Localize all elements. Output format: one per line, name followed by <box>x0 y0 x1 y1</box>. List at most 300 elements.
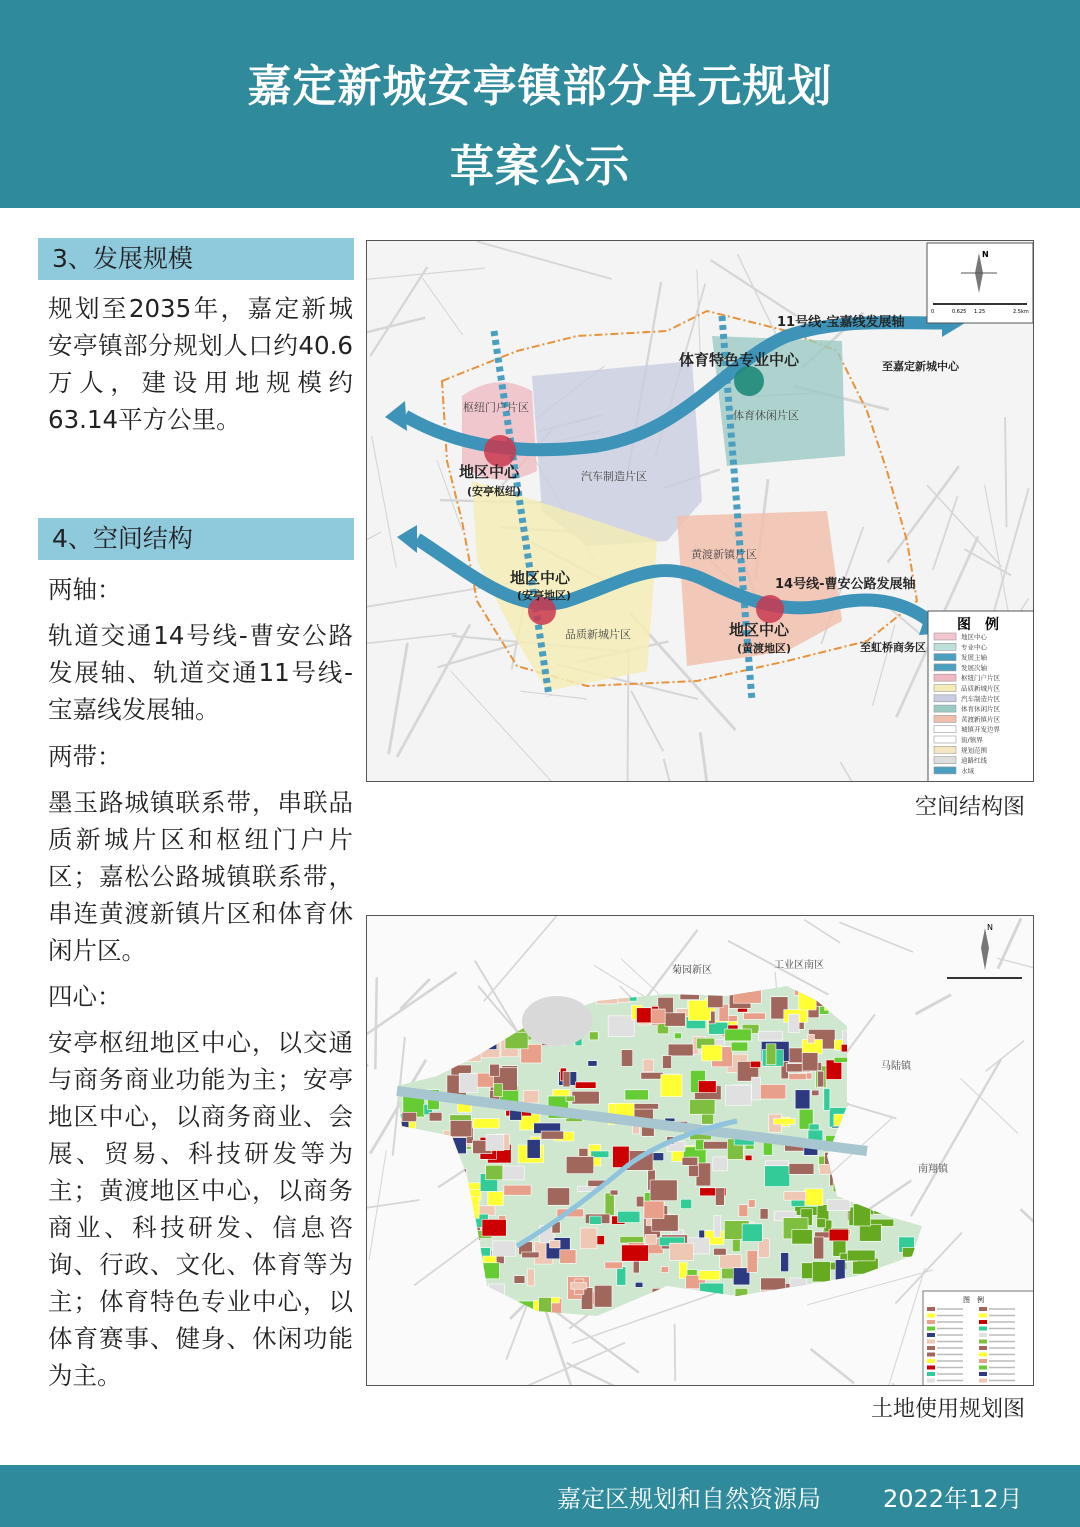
parcel <box>620 1236 644 1243</box>
parcel <box>911 1107 926 1113</box>
parcel <box>848 1073 858 1081</box>
parcel <box>675 1033 682 1039</box>
label-malu: 马陆镇 <box>881 1061 911 1072</box>
road <box>375 977 376 1069</box>
parcel <box>641 1072 664 1079</box>
road <box>1021 1209 1034 1264</box>
parcel <box>750 1061 760 1067</box>
road <box>1005 417 1006 527</box>
parcel <box>848 1059 860 1070</box>
parcel <box>829 1229 849 1241</box>
parcel <box>700 1283 724 1298</box>
parcel <box>538 982 547 996</box>
label-to-hongqiao: 至虹桥商务区 <box>860 641 926 654</box>
section-heading-structure: 4、空间结构 <box>38 518 354 560</box>
parcel <box>790 1278 807 1298</box>
parcel <box>774 1119 795 1125</box>
parcel <box>442 1178 465 1193</box>
parcel <box>841 1173 865 1186</box>
parcel <box>652 1288 675 1295</box>
road <box>986 1041 1025 1072</box>
parcel <box>662 980 683 985</box>
parcel <box>489 1284 505 1302</box>
parcel <box>919 1114 929 1130</box>
legend-swatch <box>979 1307 987 1311</box>
legend-swatch <box>934 643 956 650</box>
parcel <box>912 1070 921 1077</box>
label-sport-center: 体育特色专业中心 <box>679 351 800 369</box>
parcel <box>868 1165 875 1180</box>
parcel <box>449 1138 466 1154</box>
spatial-structure-map <box>366 240 1034 782</box>
land-use-map <box>366 915 1034 1386</box>
parcel <box>610 1190 618 1195</box>
road <box>367 972 457 1071</box>
north-arrow-box <box>927 243 1033 323</box>
legend-item: 黄渡新镇片区 <box>961 715 1000 724</box>
label-hub-center-sub: (安亭枢纽) <box>467 485 522 498</box>
road <box>841 762 910 782</box>
parcel <box>421 1153 445 1163</box>
parcel <box>644 1201 664 1218</box>
legend-item: 地区中心 <box>961 633 987 641</box>
parcel <box>470 1040 488 1051</box>
road <box>631 691 663 751</box>
parcel <box>891 977 904 994</box>
legend-swatch <box>934 695 956 702</box>
road <box>664 759 682 782</box>
parcel <box>812 1262 830 1282</box>
parcel <box>406 1300 420 1309</box>
legend-item: 道路红线 <box>961 756 987 765</box>
parcel <box>847 1165 874 1185</box>
legend-swatch <box>927 1379 935 1383</box>
parcel <box>446 1231 455 1243</box>
parcel <box>847 1250 875 1261</box>
parcel <box>474 1302 489 1314</box>
parcel <box>760 1209 768 1220</box>
scale-label: 0.625 <box>952 309 967 315</box>
road <box>737 254 777 337</box>
parcel <box>761 1290 779 1305</box>
parcel <box>792 1230 813 1244</box>
parcel <box>617 1267 626 1286</box>
parcel <box>465 1275 476 1287</box>
parcel <box>608 1016 634 1037</box>
parcel <box>799 988 817 1010</box>
parcel <box>439 1041 450 1062</box>
parcel <box>397 1038 408 1048</box>
road <box>484 916 557 1001</box>
parcel <box>922 1147 932 1153</box>
legend-swatch <box>979 1372 987 1376</box>
page-subtitle: 草案公示 <box>450 141 630 192</box>
parcel <box>492 1241 515 1256</box>
map1-caption: 空间结构图 <box>914 795 1025 820</box>
parcel <box>820 1164 847 1174</box>
road <box>933 496 958 570</box>
parcel <box>409 1017 430 1026</box>
parcel <box>713 1157 728 1171</box>
parcel <box>725 1029 751 1041</box>
parcel <box>699 1271 720 1280</box>
parcel <box>481 1299 493 1319</box>
parcel <box>661 1266 668 1272</box>
legend-swatch <box>979 1346 987 1350</box>
parcel <box>412 1227 418 1237</box>
parcel <box>870 1179 880 1201</box>
axes-label: 两轴： <box>48 575 122 604</box>
parcel <box>416 1005 439 1015</box>
parcel <box>460 1196 479 1218</box>
parcel <box>566 1096 575 1101</box>
parcel <box>833 1181 840 1192</box>
parcel <box>494 1084 503 1097</box>
parcel <box>863 1300 880 1318</box>
parcel <box>725 1085 751 1105</box>
road <box>521 691 588 699</box>
label-anting-center: 地区中心 <box>510 569 571 587</box>
parcel <box>885 994 909 1012</box>
parcel <box>668 1044 693 1056</box>
parcel <box>488 1192 503 1206</box>
belts-label: 两带： <box>48 742 122 771</box>
legend-swatch <box>934 685 956 692</box>
parcel <box>834 1114 849 1126</box>
parcel <box>637 1008 652 1023</box>
parcel <box>432 1249 447 1256</box>
parcel <box>393 1236 401 1243</box>
scale-text: 规划至2035年，嘉定新城安亭镇部分规划人口约40.6万人，建设用地规模约63.14平方公里。 <box>48 294 353 434</box>
parcel <box>390 1121 409 1140</box>
parcel <box>704 1299 720 1317</box>
parcel <box>398 1258 421 1266</box>
parcel <box>889 1094 909 1112</box>
legend-item: 发展主轴 <box>961 653 987 662</box>
parcel <box>445 1267 467 1280</box>
label-huangdu-zone: 黄渡新镇片区 <box>691 548 757 561</box>
legend-swatch <box>927 1340 935 1344</box>
road <box>389 643 408 754</box>
parcel <box>443 1288 460 1297</box>
parcel <box>444 997 455 1019</box>
legend-swatch <box>934 664 956 671</box>
parcel <box>631 1104 659 1110</box>
parcel <box>731 1295 757 1303</box>
parcel <box>589 1216 601 1224</box>
parcel <box>905 1144 915 1166</box>
parcel <box>550 1240 561 1248</box>
parcel <box>618 1211 640 1222</box>
parcel <box>731 1042 748 1051</box>
legend-item: 体育休闲片区 <box>961 705 1000 714</box>
parcel <box>682 1296 699 1315</box>
parcel <box>505 1032 528 1049</box>
parcel <box>605 1262 623 1269</box>
parcel <box>682 1157 697 1165</box>
parcel <box>643 1059 654 1072</box>
parcel <box>825 996 848 1011</box>
legend-swatch <box>934 705 956 712</box>
scale-label: 1.25 <box>974 309 986 315</box>
legend-swatch <box>927 1353 935 1357</box>
parcel <box>410 1202 422 1224</box>
parcel <box>575 982 600 996</box>
parcel <box>475 1034 489 1051</box>
road <box>873 625 895 706</box>
label-to-jiading: 至嘉定新城中心 <box>882 360 959 373</box>
north-arrow <box>947 923 1022 978</box>
label-hub-zone: 枢纽门户片区 <box>463 401 529 414</box>
parcel <box>874 1208 887 1214</box>
scale-label: 2.5km <box>1013 309 1029 315</box>
huangdu-center-marker <box>756 595 784 623</box>
parcel <box>422 1196 438 1206</box>
scale-label: 0 <box>931 309 935 315</box>
label-hub-center: 地区中心 <box>459 463 520 481</box>
parcel <box>667 1289 687 1303</box>
parcel <box>670 1243 694 1260</box>
parcel <box>877 1171 894 1181</box>
road <box>437 642 522 667</box>
parcel <box>751 1077 760 1100</box>
legend-swatch <box>927 1307 935 1311</box>
parcel <box>451 1226 469 1232</box>
legend-swatch <box>927 1372 935 1376</box>
road <box>700 732 719 782</box>
legend-swatch <box>934 633 956 640</box>
parcel <box>680 984 699 1000</box>
parcel <box>832 1301 856 1317</box>
parcel <box>908 1095 915 1104</box>
parcel <box>387 1281 410 1304</box>
parcel <box>766 1044 776 1065</box>
parcel <box>783 1283 807 1306</box>
legend-swatch <box>979 1327 987 1331</box>
parcel <box>575 1082 596 1088</box>
parcel <box>827 1200 850 1211</box>
parcel <box>482 1219 506 1236</box>
parcel <box>388 1168 405 1178</box>
parcel <box>781 1253 789 1272</box>
parcel <box>689 1099 715 1114</box>
road <box>915 995 951 1014</box>
parcel <box>503 1166 524 1180</box>
parcel <box>765 1166 790 1187</box>
parcel <box>567 985 585 995</box>
legend-title: 图 例 <box>963 1296 984 1304</box>
parcel <box>814 1237 824 1259</box>
legend-swatch <box>979 1353 987 1357</box>
legend-title: 图 例 <box>957 617 999 633</box>
legend-swatch <box>927 1333 935 1337</box>
parcel <box>483 1263 499 1279</box>
parcel <box>398 1301 424 1313</box>
road <box>811 1349 855 1383</box>
parcel <box>866 992 877 1015</box>
parcel <box>413 1214 434 1233</box>
parcel <box>853 1204 870 1226</box>
parcel <box>446 1276 464 1297</box>
parcel <box>483 1017 506 1022</box>
parcel <box>446 1217 457 1232</box>
parcel <box>547 1188 569 1205</box>
parcel <box>392 1032 411 1050</box>
parcel <box>497 1299 513 1311</box>
parcel <box>572 1091 599 1104</box>
parcel <box>744 1013 766 1019</box>
legend-item: 汽车制造片区 <box>961 694 1000 703</box>
parcel <box>661 1074 682 1096</box>
parcel <box>884 1018 906 1027</box>
road <box>367 532 381 614</box>
parcel <box>588 1061 597 1066</box>
parcel <box>896 1024 912 1038</box>
parcel <box>391 1260 402 1279</box>
legend-swatch <box>927 1327 935 1331</box>
parcel <box>571 1283 587 1290</box>
road <box>414 1233 484 1285</box>
parcel <box>405 1153 412 1167</box>
parcel <box>910 1258 920 1266</box>
label-axis-11: 11号线-宝嘉线发展轴 <box>777 315 905 330</box>
parcel <box>742 1224 762 1242</box>
page-title: 嘉定新城安亭镇部分单元规划 <box>247 61 833 112</box>
parcel <box>605 1193 614 1216</box>
label-quality-zone: 品质新城片区 <box>565 628 631 641</box>
legend-item: 规划范围 <box>961 746 987 755</box>
parcel <box>486 1165 505 1180</box>
parcel <box>865 1075 873 1092</box>
parcel <box>580 1228 597 1249</box>
legend-swatch <box>979 1340 987 1344</box>
parcel <box>861 1156 887 1165</box>
parcel <box>846 979 855 1000</box>
parcel <box>596 985 618 1004</box>
parcel <box>816 993 832 1007</box>
parcel <box>817 1219 826 1228</box>
page-footer <box>0 1465 1080 1527</box>
parcel <box>912 1084 919 1106</box>
parcel <box>711 976 734 991</box>
parcel <box>563 1072 570 1087</box>
parcel <box>527 1140 540 1159</box>
parcel <box>895 1017 920 1027</box>
parcel <box>894 1262 910 1268</box>
axes-text: 轨道交通14号线-曹安公路发展轴、轨道交通11号线-宝嘉线发展轴。 <box>48 621 353 724</box>
parcel <box>486 1135 504 1151</box>
legend-item: 品质新城片区 <box>961 684 1000 693</box>
legend-swatch <box>927 1359 935 1363</box>
parcel <box>720 1255 742 1269</box>
parcel <box>921 1209 939 1220</box>
parcel <box>470 1025 478 1032</box>
legend-swatch <box>927 1320 935 1324</box>
parcel <box>446 986 472 1000</box>
parcel <box>429 1262 449 1279</box>
parcel <box>473 1119 499 1129</box>
parcel <box>451 1215 466 1235</box>
parcel <box>423 1010 448 1030</box>
parcel <box>807 1034 814 1043</box>
legend-swatch <box>979 1314 987 1318</box>
parcel <box>541 1131 563 1139</box>
legend-swatch <box>934 736 956 743</box>
parcel <box>784 1297 792 1318</box>
parcel <box>665 1013 686 1026</box>
footer-date: 2022年12月 <box>883 1485 1023 1513</box>
north-label: N <box>987 923 993 932</box>
legend-item: 城镇开发边界 <box>961 725 1000 734</box>
parcel <box>912 1122 923 1133</box>
legend-swatch <box>979 1320 987 1324</box>
road <box>367 318 425 342</box>
parcel <box>812 1090 819 1096</box>
parcel <box>551 1297 559 1303</box>
parcel <box>418 1294 435 1308</box>
legend-swatch <box>934 715 956 722</box>
legend <box>928 611 1034 782</box>
footer-org: 嘉定区规划和自然资源局 <box>557 1485 821 1513</box>
road <box>370 267 427 356</box>
parcel <box>859 1224 881 1241</box>
parcel <box>474 1296 488 1310</box>
parcel <box>789 1014 800 1032</box>
centers-label: 四心： <box>48 982 122 1011</box>
parcel <box>522 1252 539 1258</box>
parcel <box>440 1222 454 1229</box>
parcel <box>450 1121 472 1137</box>
legend-swatch <box>979 1379 987 1383</box>
road <box>893 1383 899 1386</box>
parcel <box>707 1303 734 1318</box>
legend-item: 专业中心 <box>961 643 987 652</box>
parcel <box>760 1084 786 1098</box>
parcel <box>467 1038 477 1045</box>
label-auto-zone: 汽车制造片区 <box>581 470 647 483</box>
stadium-area <box>522 996 592 1046</box>
sport-center-marker <box>734 366 764 396</box>
road <box>888 466 959 562</box>
parcel <box>745 1155 752 1160</box>
legend-swatch <box>927 1346 935 1350</box>
parcel <box>868 993 887 1001</box>
parcel <box>453 1278 478 1298</box>
legend-swatch <box>934 767 956 774</box>
parcel <box>805 1189 823 1206</box>
parcel <box>853 1164 862 1172</box>
parcel <box>714 1216 721 1238</box>
parcel <box>645 1234 657 1244</box>
section-heading-scale: 3、发展规模 <box>38 238 354 280</box>
road <box>881 1268 925 1386</box>
road <box>567 1363 689 1386</box>
parcel <box>927 1210 934 1219</box>
parcel <box>439 1294 458 1303</box>
parcel <box>910 1089 932 1105</box>
parcel <box>635 1282 643 1287</box>
road <box>372 436 397 567</box>
parcel <box>846 986 873 995</box>
map2-caption: 土地使用规划图 <box>870 1397 1025 1422</box>
legend-swatch <box>934 757 956 764</box>
legend-swatch <box>927 1314 935 1318</box>
parcel <box>636 1196 643 1207</box>
parcel <box>458 1042 477 1054</box>
parcel <box>437 1289 448 1299</box>
legend-swatch <box>979 1333 987 1337</box>
label-axis-14: 14号线-曹安公路发展轴 <box>775 577 916 592</box>
